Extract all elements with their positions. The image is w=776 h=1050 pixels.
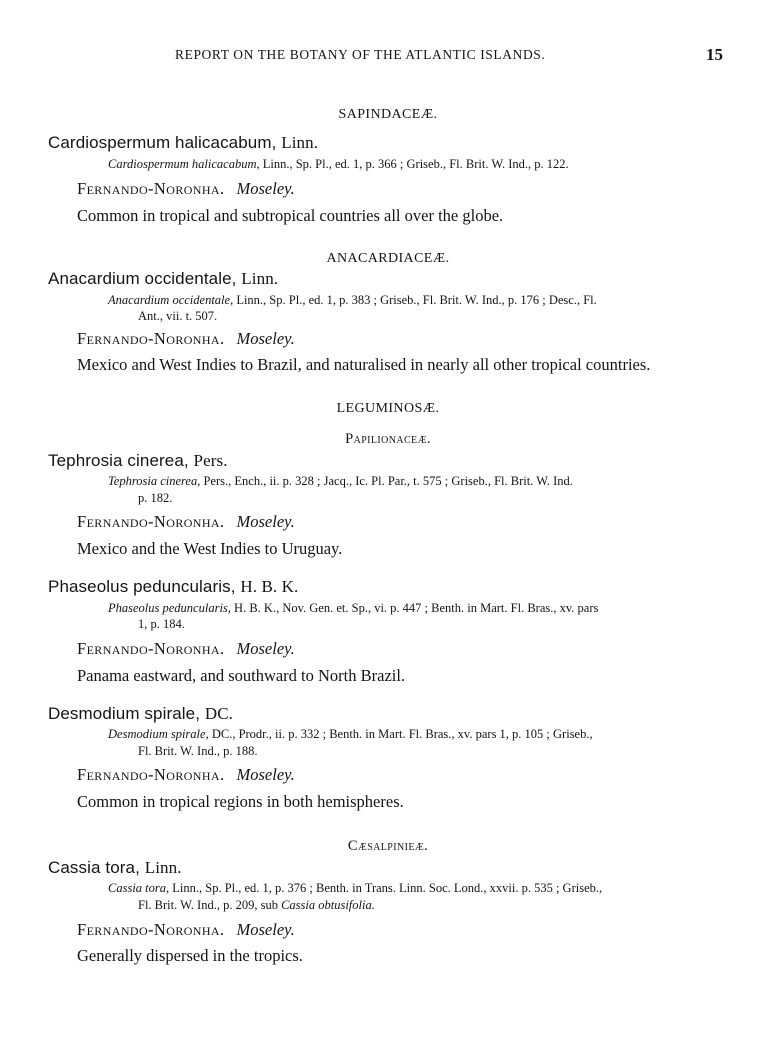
species-authority: H. B. K. (240, 577, 299, 596)
reference-line (108, 157, 569, 172)
reference-line-continued (138, 898, 375, 913)
locality-line (77, 179, 295, 199)
collector: Moseley. (236, 765, 295, 784)
species-desmodium (48, 704, 233, 724)
locality-line (77, 920, 295, 940)
reference-italic: Phaseolus peduncularis, (108, 601, 231, 615)
locality: Fernando-Noronha. (77, 765, 225, 784)
locality: Fernando-Noronha. (77, 179, 225, 198)
subfamily-heading-caesalpinieae: Cæsalpinieæ. (347, 838, 429, 854)
species-authority: Pers. (193, 451, 228, 470)
species-name: Tephrosia cinerea, (48, 451, 189, 470)
species-authority: DC. (204, 704, 234, 723)
family-heading-sapindaceae: SAPINDACEÆ. (338, 107, 438, 122)
reference-line (108, 601, 598, 616)
locality: Fernando-Noronha. (77, 512, 225, 531)
reference-line-continued: Fl. Brit. W. Ind., p. 188. (138, 744, 258, 758)
species-authority: Linn. (241, 269, 279, 288)
reference-text: H. B. K., Nov. Gen. et. Sp., vi. p. 447 ; Benth. in Mart. Fl. Bras., xv. pars (234, 601, 599, 615)
collector: Moseley. (236, 329, 295, 348)
locality: Fernando-Noronha. (77, 920, 225, 939)
distribution: Common in tropical and subtropical countries all over the globe. (77, 206, 504, 225)
reference-line-continued: Ant., vii. t. 507. (138, 309, 218, 323)
reference-italic: Tephrosia cinerea, (108, 474, 201, 488)
locality-line (77, 329, 295, 349)
species-cardiospermum (48, 133, 318, 153)
family-heading-anacardiaceae: ANACARDIACEÆ. (326, 251, 450, 266)
locality-line (77, 639, 295, 659)
reference-line (108, 474, 573, 489)
reference-text: DC., Prodr., ii. p. 332 ; Benth. in Mart. Fl. Bras., xv. pars 1, p. 105 ; Griseb., (211, 727, 593, 741)
collector: Moseley. (236, 512, 295, 531)
reference-line (108, 293, 597, 308)
reference-italic: Cassia tora, (108, 881, 170, 895)
family-heading-leguminosae: LEGUMINOSÆ. (336, 401, 440, 416)
locality: Fernando-Noronha. (77, 639, 225, 658)
reference-text: Linn., Sp. Pl., ed. 1, p. 376 ; Benth. in Trans. Linn. Soc. Lond., xxvii. p. 535 ; Griseb., (172, 881, 603, 895)
subfamily-heading-papilionaceae: Papilionaceæ. (345, 431, 431, 447)
distribution: Generally dispersed in the tropics. (77, 946, 303, 965)
reference-italic: Anacardium occidentale, (108, 293, 234, 307)
species-anacardium (48, 269, 278, 289)
species-name: Cassia tora, (48, 858, 140, 877)
reference-text: Pers., Ench., ii. p. 328 ; Jacq., Ic. Pl. Par., t. 575 ; Griseb., Fl. Brit. W. Ind. (203, 474, 573, 488)
reference-text: Linn., Sp. Pl., ed. 1, p. 383 ; Griseb., Fl. Brit. W. Ind., p. 176 ; Desc., Fl. (236, 293, 597, 307)
reference-italic: Desmodium spirale, (108, 727, 209, 741)
reference-italic: Cardiospermum halicacabum, (108, 157, 260, 171)
species-authority: Linn. (144, 858, 182, 877)
species-name: Anacardium occidentale, (48, 269, 237, 288)
collector: Moseley. (236, 179, 295, 198)
running-title: REPORT ON THE BOTANY OF THE ATLANTIC ISLANDS. (175, 47, 546, 62)
reference-line-continued: 1, p. 184. (138, 617, 185, 631)
species-tephrosia (48, 451, 228, 471)
locality-line (77, 512, 295, 532)
species-cassia (48, 858, 182, 878)
reference-italic: Cassia obtusifolia. (281, 898, 375, 912)
distribution: Panama eastward, and southward to North Brazil. (77, 666, 406, 685)
page-number: 15 (706, 45, 723, 64)
locality: Fernando-Noronha. (77, 329, 225, 348)
collector: Moseley. (236, 639, 295, 658)
species-name: Cardiospermum halicacabum, (48, 133, 277, 152)
reference-text: Fl. Brit. W. Ind., p. 209, sub (138, 898, 278, 912)
species-authority: Linn. (281, 133, 319, 152)
reference-line (108, 881, 602, 896)
reference-text: Linn., Sp. Pl., ed. 1, p. 366 ; Griseb., Fl. Brit. W. Ind., p. 122. (262, 157, 569, 171)
reference-line-continued: p. 182. (138, 491, 173, 505)
reference-line (108, 727, 593, 742)
locality-line (77, 765, 295, 785)
distribution: Mexico and West Indies to Brazil, and naturalised in nearly all other tropical countries. (77, 355, 651, 374)
distribution: Mexico and the West Indies to Uruguay. (77, 539, 343, 558)
species-name: Phaseolus peduncularis, (48, 577, 236, 596)
distribution: Common in tropical regions in both hemispheres. (77, 792, 404, 811)
species-name: Desmodium spirale, (48, 704, 201, 723)
collector: Moseley. (236, 920, 295, 939)
species-phaseolus (48, 577, 298, 597)
